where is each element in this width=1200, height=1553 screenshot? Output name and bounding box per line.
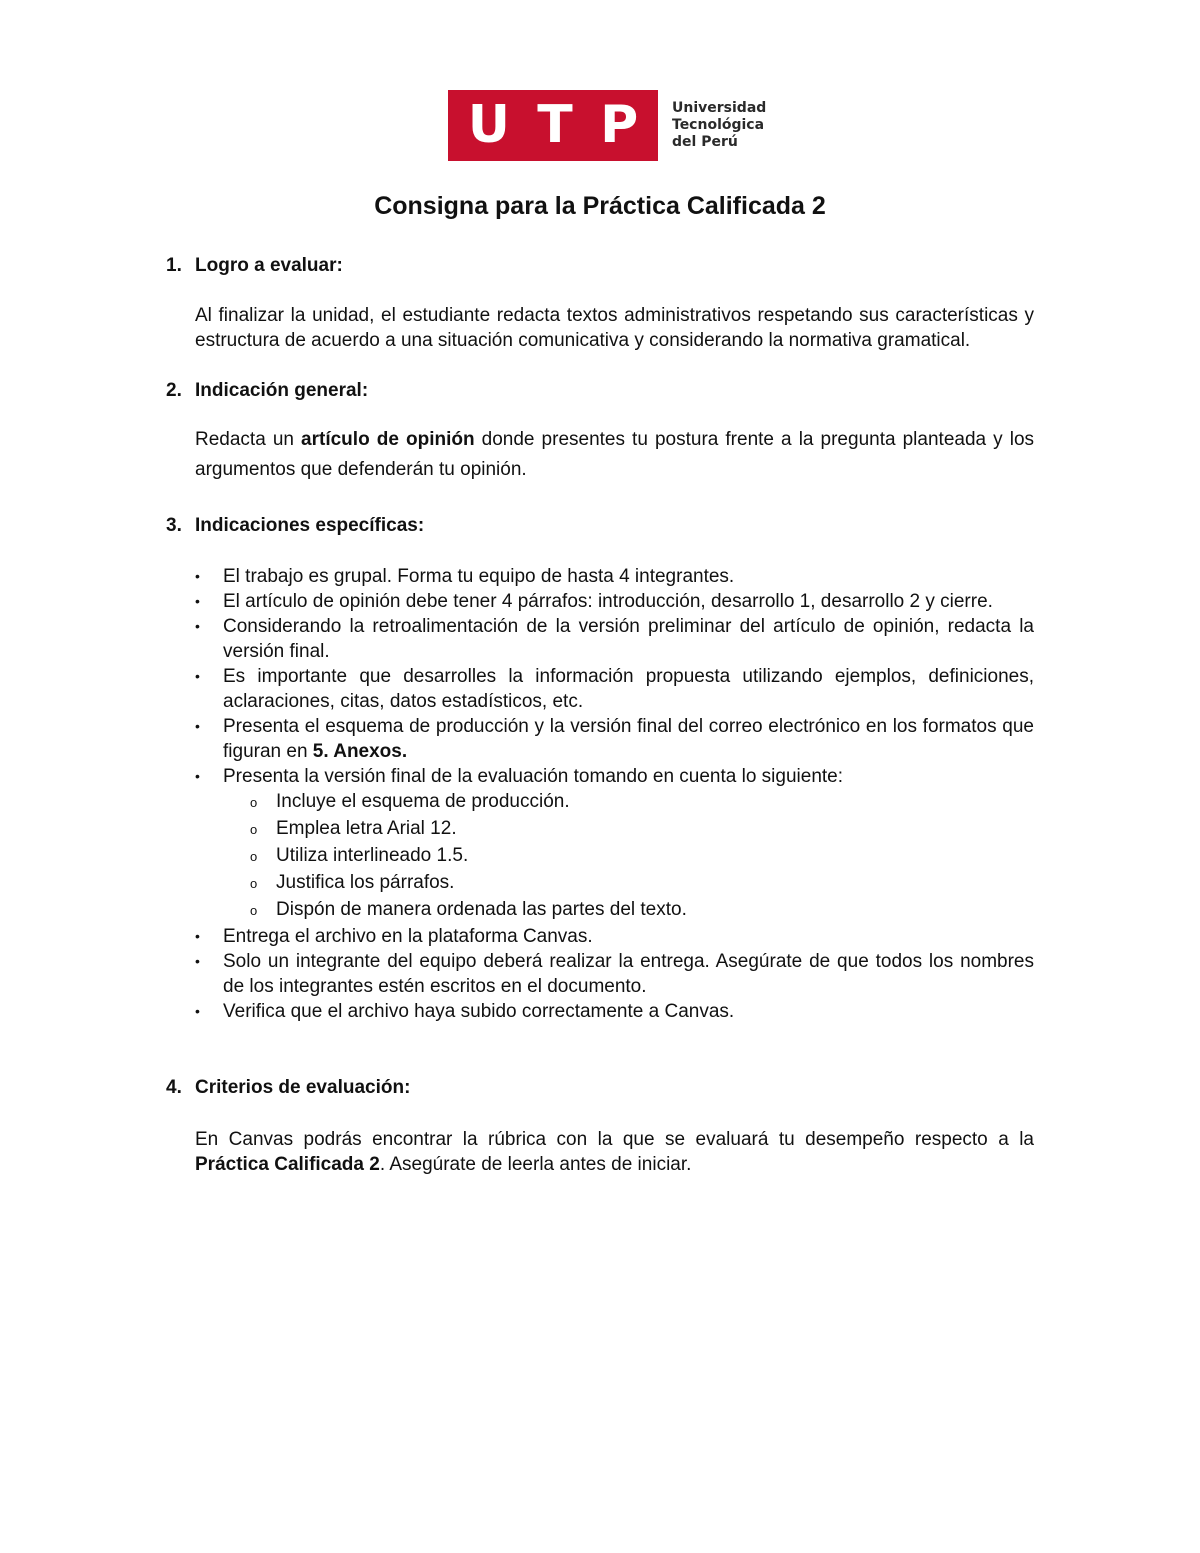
section-4-paragraph [195, 1127, 1034, 1177]
logo-letter-u: U [467, 95, 510, 155]
section-title: Indicación general: [195, 380, 369, 401]
sub-list-item-text: Justifica los párrafos. [276, 872, 455, 893]
logo-word-1: Universidad [672, 100, 767, 116]
text-run: . Asegúrate de leerla antes de iniciar. [379, 1154, 692, 1175]
list-item [195, 564, 1034, 589]
sub-list-item [250, 789, 1034, 816]
list-item [195, 614, 1034, 664]
sub-list-item-text: Emplea letra Arial 12. [276, 818, 457, 839]
section-4-heading [166, 1075, 1034, 1100]
list-item [195, 664, 1034, 714]
section-3-heading [166, 513, 1034, 538]
logo-word-3: del Perú [672, 134, 738, 150]
document-body [166, 253, 1034, 1177]
bullet-icon: • [195, 593, 200, 609]
circle-bullet-icon: o [250, 822, 258, 837]
list-item [195, 999, 1034, 1024]
emphasis-text: 5. Anexos. [312, 741, 408, 762]
section-title: Criterios de evaluación: [195, 1077, 411, 1098]
circle-bullet-icon: o [250, 903, 258, 918]
list-item [195, 714, 1034, 764]
bullet-icon: • [195, 618, 200, 634]
section-number: 4. [166, 1077, 182, 1098]
sub-list-item-text: Utiliza interlineado 1.5. [276, 845, 469, 866]
logo-word-2: Tecnológica [672, 117, 765, 133]
circle-bullet-icon: o [250, 849, 258, 864]
list-item [195, 949, 1034, 999]
sub-list-item [250, 897, 1034, 924]
section-title: Indicaciones específicas: [195, 515, 425, 536]
bullet-icon: • [195, 668, 200, 684]
section-number: 3. [166, 515, 182, 536]
logo-letter-p: P [600, 95, 639, 155]
list-item [195, 764, 1034, 789]
bullet-icon: • [195, 1003, 200, 1019]
logo-red-box [448, 90, 658, 161]
text-run: donde presentes tu postura frente a la pregunta planteada y los argumentos que defenderán tu opinión. [195, 429, 1035, 480]
circle-bullet-icon: o [250, 795, 258, 810]
sub-list-item-text: Dispón de manera ordenada las partes del texto. [276, 899, 687, 920]
sub-list-item [250, 870, 1034, 897]
section-number: 1. [166, 255, 182, 276]
sub-list-item [250, 816, 1034, 843]
section-1-heading [166, 253, 1034, 278]
section-2-heading [166, 378, 1034, 403]
list-item-text: Verifica que el archivo haya subido correctamente a Canvas. [223, 1001, 735, 1022]
sub-list-item-text: Incluye el esquema de producción. [276, 791, 570, 812]
list-item-text [223, 714, 1034, 764]
section-number: 2. [166, 380, 182, 401]
logo-wordmark [672, 100, 766, 151]
instructions-list-continued [195, 924, 1034, 1024]
bullet-icon: • [195, 928, 200, 944]
bullet-icon: • [195, 953, 200, 969]
list-item-text: Considerando la retroalimentación de la versión preliminar del artículo de opinión, redacta la versión final. [223, 616, 1034, 662]
list-item-text: El trabajo es grupal. Forma tu equipo de hasta 4 integrantes. [223, 566, 735, 587]
list-item [195, 924, 1034, 949]
list-item-text: Solo un integrante del equipo deberá realizar la entrega. Asegúrate de que todos los nombres de los integrantes estén escritos en el documento. [223, 951, 1034, 997]
bullet-icon: • [195, 718, 200, 734]
utp-logo [448, 90, 766, 161]
list-item-text: El artículo de opinión debe tener 4 párrafos: introducción, desarrollo 1, desarrollo 2 y cierre. [223, 591, 993, 612]
text-run: Presenta el esquema de producción y la versión final del correo electrónico en los formatos que figuran en [223, 716, 1034, 762]
list-item-text: Entrega el archivo en la plataforma Canvas. [223, 926, 593, 947]
logo-letter-t: T [537, 95, 573, 155]
section-2-paragraph [195, 425, 1034, 485]
emphasis-text: artículo de opinión [301, 429, 475, 450]
text-run: Redacta un [195, 429, 302, 450]
section-title: Logro a evaluar: [195, 255, 343, 276]
instructions-list [195, 564, 1034, 789]
bullet-icon: • [195, 768, 200, 784]
text-run: En Canvas podrás encontrar la rúbrica con la que se evaluará tu desempeño respecto a la [195, 1129, 1034, 1150]
list-item-text: Es importante que desarrolles la información propuesta utilizando ejemplos, definiciones, aclaraciones, citas, datos estadísticos, etc. [223, 666, 1034, 712]
sub-list-item [250, 843, 1034, 870]
page-title: Consigna para la Práctica Calificada 2 [374, 192, 826, 220]
sub-instructions-list [250, 789, 1034, 924]
section-1-paragraph: Al finalizar la unidad, el estudiante redacta textos administrativos respetando sus características y estructura de acuerdo a una situación comunicativa y considerando la normativa gramatical. [195, 305, 1034, 351]
circle-bullet-icon: o [250, 876, 258, 891]
bullet-icon: • [195, 568, 200, 584]
emphasis-text: Práctica Calificada 2 [195, 1154, 380, 1175]
list-item [195, 589, 1034, 614]
list-item-text: Presenta la versión final de la evaluación tomando en cuenta lo siguiente: [223, 766, 844, 787]
